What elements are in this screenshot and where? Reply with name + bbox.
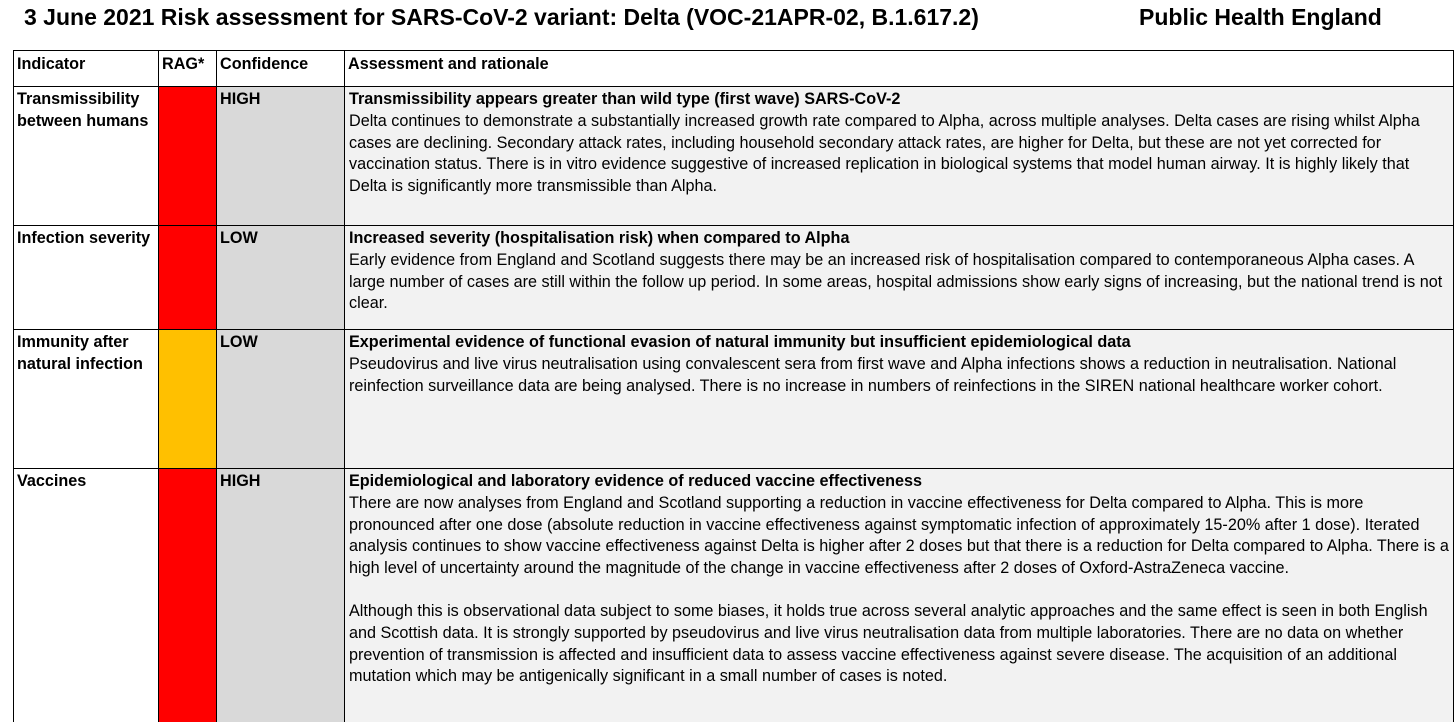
indicator-cell: Transmissibility between humans xyxy=(14,87,159,226)
organisation-name: Public Health England xyxy=(1139,4,1382,30)
rag-status-cell xyxy=(159,87,217,226)
assessment-heading: Epidemiological and laboratory evidence of reduced vaccine effectiveness xyxy=(349,472,923,490)
risk-assessment-table xyxy=(13,50,1454,722)
assessment-text: Early evidence from England and Scotland suggests there may be an increased risk of hospitalisation compared to contemporaneous Alpha cases. A large number of cases are still within the follow up period. In some areas, hospital admissions show early signs of increasing, but the national trend is not clear. xyxy=(349,250,1443,313)
confidence-cell: HIGH xyxy=(217,469,345,722)
rag-status-cell xyxy=(159,469,217,722)
indicator-cell: Vaccines xyxy=(14,469,159,722)
confidence-cell: HIGH xyxy=(217,87,345,226)
confidence-cell: LOW xyxy=(217,330,345,469)
table-row xyxy=(14,226,1454,330)
assessment-cell xyxy=(345,469,1454,722)
assessment-text: Delta continues to demonstrate a substantially increased growth rate compared to Alpha, across multiple analyses. Delta cases are rising whilst Alpha cases are declining. Secondary attack rates, including household secondary attack rates, are higher for Delta, but these are not yet corrected for vaccination status. There is in vitro evidence suggestive of increased replication in biological systems that model human airway. It is highly likely that Delta is significantly more transmissible than Alpha. xyxy=(349,111,1420,196)
assessment-cell xyxy=(345,87,1454,226)
table-header-row xyxy=(14,51,1454,87)
assessment-heading: Transmissibility appears greater than wild type (first wave) SARS-CoV-2 xyxy=(349,90,901,108)
assessment-text: There are now analyses from England and Scotland supporting a reduction in vaccine effectiveness for Delta compared to Alpha. This is more pronounced after one dose (absolute reduction in vaccine effectiveness against symptomatic infection of approximately 15-20% after 1 dose). Iterated analysis continues to show vaccine effectiveness against Delta is higher after 2 doses but that there is a reduction for Delta compared to Alpha. There is a high level of uncertainty around the magnitude of the change in vaccine effectiveness after 2 doses of Oxford-AstraZeneca vaccine. xyxy=(349,493,1449,578)
column-header-indicator: Indicator xyxy=(14,51,159,87)
table-row xyxy=(14,469,1454,722)
assessment-heading: Increased severity (hospitalisation risk) when compared to Alpha xyxy=(349,229,850,247)
assessment-cell xyxy=(345,226,1454,330)
assessment-cell xyxy=(345,330,1454,469)
rag-status-cell xyxy=(159,330,217,469)
column-header-confidence: Confidence xyxy=(217,51,345,87)
table-row xyxy=(14,87,1454,226)
assessment-heading: Experimental evidence of functional evasion of natural immunity but insufficient epidemiological data xyxy=(349,333,1131,351)
indicator-cell: Immunity after natural infection xyxy=(14,330,159,469)
column-header-rag: RAG* xyxy=(159,51,217,87)
assessment-text: Pseudovirus and live virus neutralisation using convalescent sera from first wave and Alpha infections shows a reduction in neutralisation. National reinfection surveillance data are being analysed. There is no increase in numbers of reinfections in the SIREN national healthcare worker cohort. xyxy=(349,354,1397,395)
page-title: 3 June 2021 Risk assessment for SARS-CoV-2 variant: Delta (VOC-21APR-02, B.1.617.2) xyxy=(24,4,979,30)
column-header-assessment: Assessment and rationale xyxy=(345,51,1454,87)
indicator-cell: Infection severity xyxy=(14,226,159,330)
assessment-text-continued: Although this is observational data subject to some biases, it holds true across several analytic approaches and the same effect is seen in both English and Scottish data. It is strongly supported by pseudovirus and live virus neutralisation data from multiple laboratories. There are no data on whether prevention of transmission is affected and insufficient data to assess vaccine effectiveness against severe disease. The acquisition of an additional mutation which may be antigenically significant in a small number of cases is noted. xyxy=(349,601,1428,686)
confidence-cell: LOW xyxy=(217,226,345,330)
rag-status-cell xyxy=(159,226,217,330)
table-row xyxy=(14,330,1454,469)
